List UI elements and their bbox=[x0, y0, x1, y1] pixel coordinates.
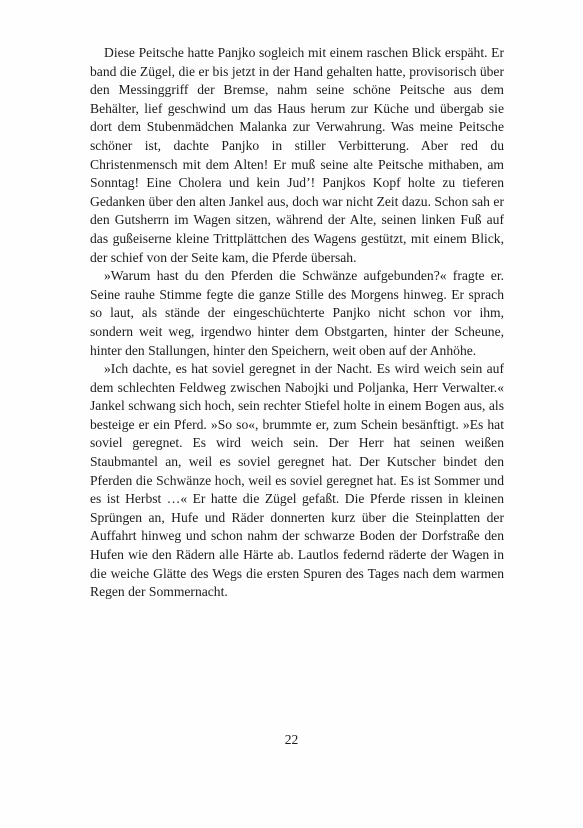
paragraph-2: »Warum hast du den Pferden die Schwänze aufgebunden?« fragte er. Seine rauhe Stimme fegte die ganze Stille des Morgens hinweg. Er sprach so laut, als stände der eingeschüchterte Panjko nicht schon vor ihm, sondern weit weg, irgendwo hinter dem Obstgarten, hinter der Scheune, hinter den Stallungen, hinter den Speichern, weit oben auf der Anhöhe. bbox=[90, 268, 504, 358]
paragraph-3: »Ich dachte, es hat soviel geregnet in der Nacht. Es wird weich sein auf dem schlechten Feldweg zwischen Nabojki und Poljanka, Herr Verwalter.« Jankel schwang sich hoch, sein rechter Stiefel holte in einem Bogen aus, als besteige er ein Pferd. »So so«, brummte er, zum Schein besänftigt. »Es hat soviel geregnet. Es wird weich sein. Der Herr hat seinen weißen Staubmantel an, weil es soviel geregnet hat. Der Kutscher bindet den Pferden die Schwänze hoch, weil es soviel geregnet hat. Es ist Sommer und es ist Herbst …« Er hatte die Zügel gefaßt. Die Pferde rissen in kleinen Sprüngen an, Hufe und Räder donnerten kurz über die Steinplatten der Auffahrt hinweg und schon nahm der schwarze Boden der Dorfstraße den Hufen wie den Rädern alle Härte ab. Lautlos federnd räderte der Wagen in die weiche Glätte des Wegs die ersten Spuren des Tages nach dem warmen Regen der Sommernacht. bbox=[90, 361, 504, 600]
paragraph-1: Diese Peitsche hatte Panjko sogleich mit einem raschen Blick erspäht. Er band die Zügel, die er bis jetzt in der Hand gehalten hatte, provisorisch über den Messinggriff der Bremse, nahm seine schöne Peitsche aus dem Behälter, lief geschwind um das Haus herum zur Küche und übergab sie dort dem Stubenmädchen Malanka zur Verwahrung. Was meine Peitsche schöner ist, dachte Panjko in stiller Verbitterung. Aber red du Christenmensch mit dem Alten! Er muß seine alte Peitsche mithaben, am Sonntag! Eine Cholera und kein Jud’! Panjkos Kopf holte zu tieferen Gedanken über den alten Jankel aus, doch war nicht Zeit dazu. Schon sah er den Gutsherrn im Wagen sitzen, während der Alte, seinen linken Fuß auf das gußeiserne kleine Trittplättchen des Wagens gestützt, mit einem Blick, der schief von der Seite kam, die Pferde übersah. bbox=[90, 45, 504, 265]
body-text bbox=[90, 44, 504, 602]
page-number: 22 bbox=[284, 732, 299, 747]
